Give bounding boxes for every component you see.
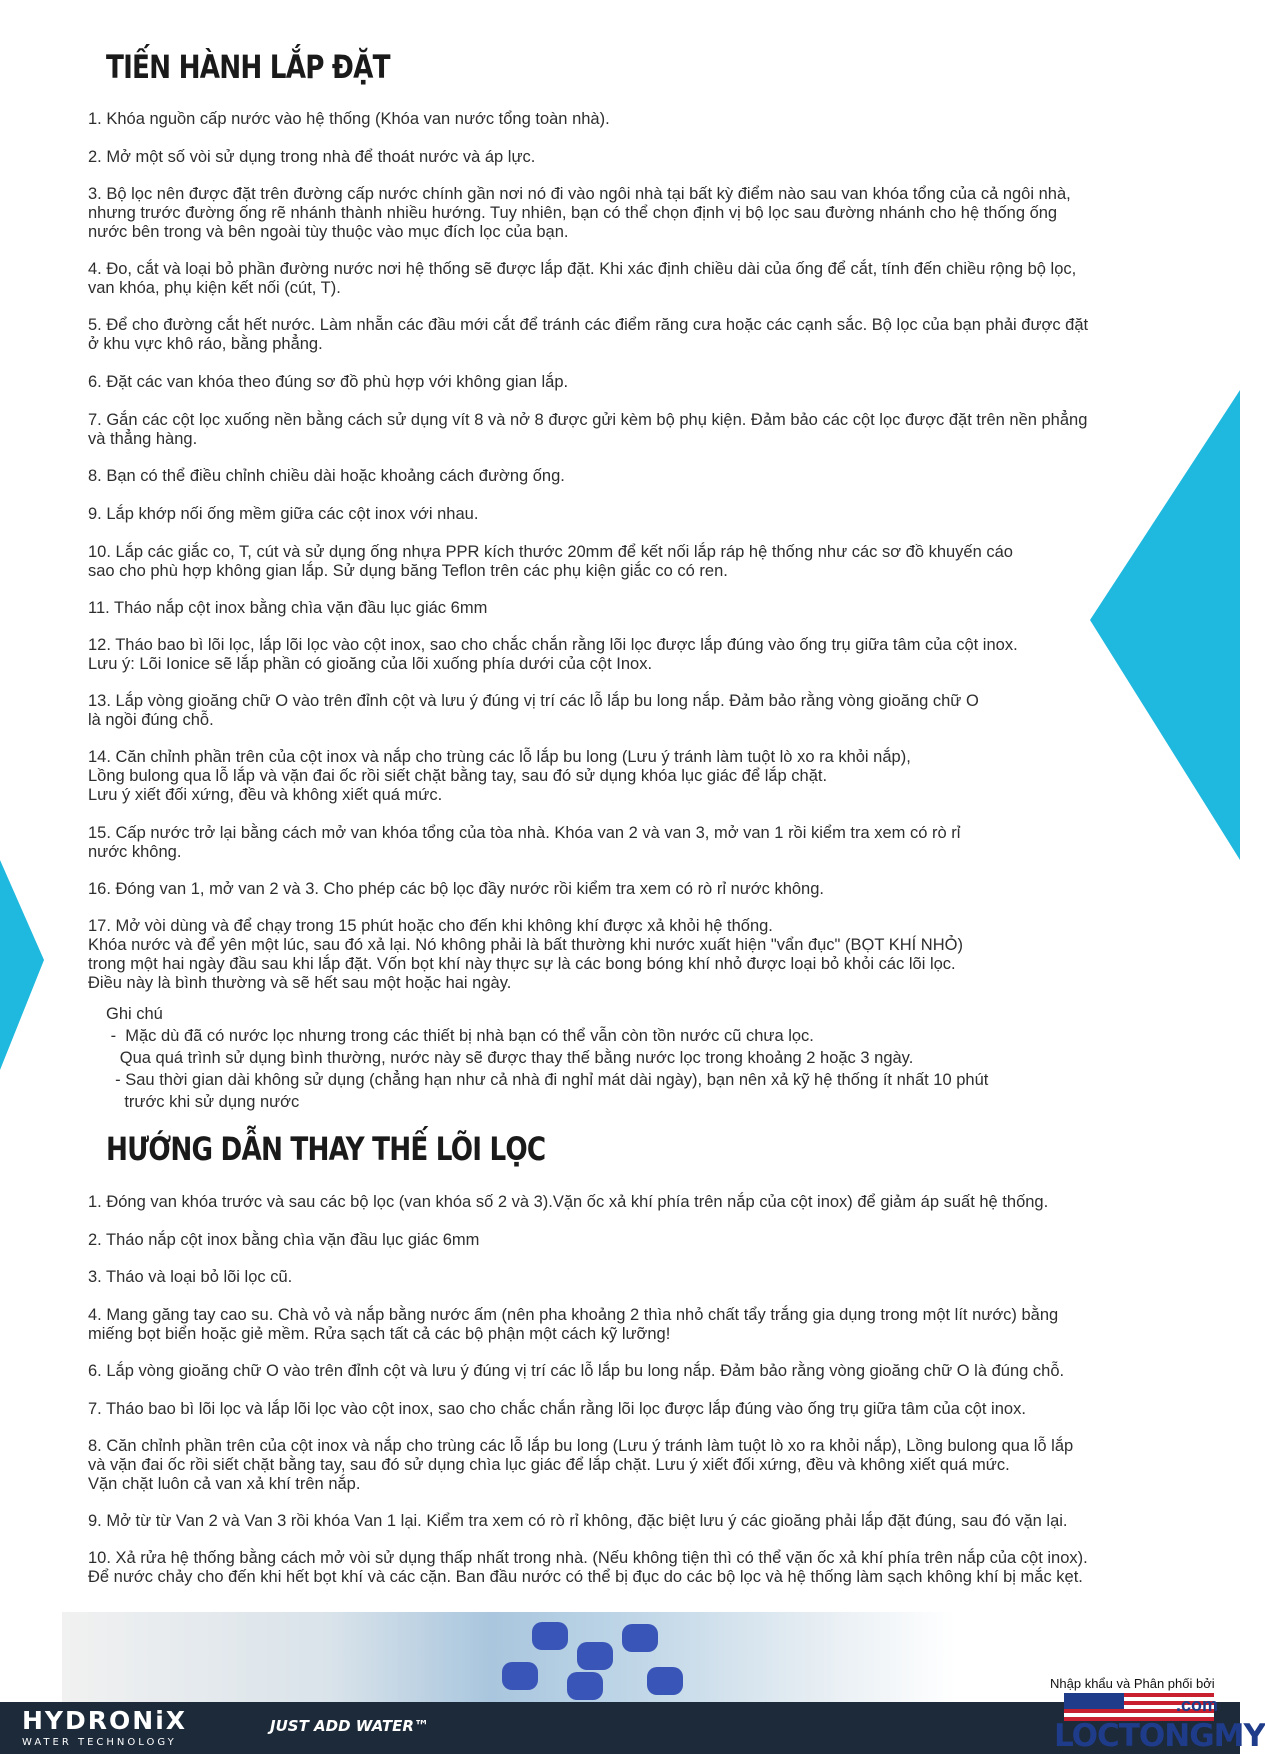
hydronix-logo-subtitle: WATER TECHNOLOGY [22,1737,177,1748]
replace-step-4: 4. Mang găng tay cao su. Chà vỏ và nắp bằng nước ấm (nên pha khoảng 2 thìa nhỏ chất tẩy trắng gia dụng trong một lít nước) bằng miếng bọt biển hoặc giẻ mềm. Rửa sạch tất cả các bộ phận một cách kỹ lưỡng! [88,1306,1059,1343]
notes-title: Ghi chú [106,1005,163,1023]
install-step-14: 14. Căn chỉnh phần trên của cột inox và nắp cho trùng các lỗ lắp bu long (Lưu ý tránh làm tuột lò xo ra khỏi nắp), Lồng bulong qua lỗ lắp và vặn đai ốc rồi siết chặt bằng tay, sau đó sử dụng khóa lục giác để lắp chặt. Lưu ý xiết đối xứng, đều và không xiết quá mức. [88,748,911,804]
install-step-7: 7. Gắn các cột lọc xuống nền bằng cách sử dụng vít 8 và nở 8 được gửi kèm bộ phụ kiện. Đảm bảo các cột lọc được đặt trên nền phẳng và thẳng hàng. [88,411,1088,448]
replace-step-3: 3. Tháo và loại bỏ lõi lọc cũ. [88,1268,293,1286]
note-line: - Sau thời gian dài không sử dụng (chẳng hạn như cả nhà đi nghỉ mát dài ngày), bạn nên xả kỹ hệ thống ít nhất 10 phút [106,1071,989,1089]
install-step-17: 17. Mở vòi dùng và để chạy trong 15 phút hoặc cho đến khi không khí được xả khỏi hệ thống. Khóa nước và để yên một lúc, sau đó xả lại. Nó không phải là bất thường khi nước xuất hiện "vẩn đục" (BỌT KHÍ NHỎ) trong một hai ngày đầu sau khi lắp đặt. Vốn bọt khí này thực sự là các bong bóng khí nhỏ được loại bỏ khỏi các lõi lọc. Điều này là bình thường và sẽ hết sau một hoặc hai ngày. [88,917,963,992]
note-line: trước khi sử dụng nước [106,1093,300,1111]
install-step-8: 8. Bạn có thể điều chỉnh chiều dài hoặc khoảng cách đường ống. [88,467,565,485]
replace-step-10: 10. Xả rửa hệ thống bằng cách mở vòi sử dụng thấp nhất trong nhà. (Nếu không tiện thì có thể vặn ốc xả khí phía trên nắp của cột inox). Để nước chảy cho đến khi hết bọt khí và các cặn. Ban đầu nước có thể bị đục do các bộ lọc và hệ thống làm sạch không khí bị mắc kẹt. [88,1549,1088,1586]
install-step-9: 9. Lắp khớp nối ống mềm giữa các cột inox với nhau. [88,505,479,523]
install-step-2: 2. Mở một số vòi sử dụng trong nhà để thoát nước và áp lực. [88,148,536,166]
brand-domain: .com [1176,1695,1219,1715]
install-step-3: 3. Bộ lọc nên được đặt trên đường cấp nước chính gần nơi nó đi vào ngôi nhà tại bất kỳ điểm nào sau van khóa tổng của cả ngôi nhà, nhưng trước đường ống rẽ nhánh thành nhiều hướng. Tuy nhiên, bạn có thể chọn định vị bộ lọc sau đường nhánh cho hệ thống ống nước bên trong và bên ngoài tùy thuộc vào mục đích lọc của bạn. [88,185,1071,241]
install-step-16: 16. Đóng van 1, mở van 2 và 3. Cho phép các bộ lọc đầy nước rồi kiểm tra xem có rò rỉ nước không. [88,880,824,898]
install-step-6: 6. Đặt các van khóa theo đúng sơ đồ phù hợp với không gian lắp. [88,373,569,391]
replace-step-9: 9. Mở từ từ Van 2 và Van 3 rồi khóa Van 1 lại. Kiểm tra xem có rò rỉ không, đặc biệt lưu ý các gioăng phải lắp đặt đúng, sau đó vặn lại. [88,1512,1068,1530]
replace-step-6: 6. Lắp vòng gioăng chữ O vào trên đỉnh cột và lưu ý đúng vị trí các lỗ lắp bu long nắp. Đảm bảo rằng vòng gioăng chữ O là đúng chỗ. [88,1362,1065,1380]
install-step-12: 12. Tháo bao bì lõi lọc, lắp lõi lọc vào cột inox, sao cho chắc chắn rằng lõi lọc được lắp đúng vào ống trụ giữa tâm của cột inox. Lưu ý: Lõi Ionice sẽ lắp phần có gioăng của lõi xuống phía dưới của cột Inox. [88,636,1018,673]
install-step-13: 13. Lắp vòng gioăng chữ O vào trên đỉnh cột và lưu ý đúng vị trí các lỗ lắp bu long nắp. Đảm bảo rằng vòng gioăng chữ O là ngồi đúng chỗ. [88,692,979,729]
right-cyan-triangle [1090,390,1240,860]
replace-step-1: 1. Đóng van khóa trước và sau các bộ lọc (van khóa số 2 và 3).Vặn ốc xả khí phía trên nắp của cột inox) để giảm áp suất hệ thống. [88,1193,1049,1211]
notes-block [106,1003,1106,1113]
left-cyan-triangle [0,860,44,1070]
install-step-1: 1. Khóa nguồn cấp nước vào hệ thống (Khóa van nước tổng toàn nhà). [88,110,610,128]
footer-tagline: JUST ADD WATER™ [270,1717,429,1735]
note-line: - Mặc dù đã có nước lọc nhưng trong các thiết bị nhà bạn có thể vẫn còn tồn nước cũ chưa lọc. [106,1027,814,1045]
install-step-15: 15. Cấp nước trở lại bằng cách mở van khóa tổng của tòa nhà. Khóa van 2 và van 3, mở van 1 rồi kiểm tra xem có rò rỉ nước không. [88,824,961,861]
importer-label: Nhập khẩu và Phân phối bởi [1050,1676,1215,1691]
replace-step-8: 8. Căn chỉnh phần trên của cột inox và nắp cho trùng các lỗ lắp bu long (Lưu ý tránh làm tuột lò xo ra khỏi nắp), Lồng bulong qua lỗ lắp và vặn đai ốc rồi siết chặt bằng tay, sau đó sử dụng chìa lục giác để lắp chặt. Lưu ý xiết đối xứng, đều và không xiết quá mức. Vặn chặt luôn cả van xả khí trên nắp. [88,1437,1074,1493]
install-step-4: 4. Đo, cắt và loại bỏ phần đường nước nơi hệ thống sẽ được lắp đặt. Khi xác định chiều dài của ống để cắt, tính đến chiều rộng bộ lọc, van khóa, phụ kiện kết nối (cút, T). [88,260,1077,297]
note-line: Qua quá trình sử dụng bình thường, nước này sẽ được thay thế bằng nước lọc trong khoảng 2 hoặc 3 ngày. [106,1049,914,1067]
hydronix-logo: HYDRONiX [22,1706,188,1735]
install-step-10: 10. Lắp các giắc co, T, cút và sử dụng ống nhựa PPR kích thước 20mm để kết nối lắp ráp hệ thống như các sơ đồ khuyến cáo sao cho phù hợp không gian lắp. Sử dụng băng Teflon trên các phụ kiện giắc co có ren. [88,543,1013,580]
loctongmy-logo: LOCTONGMY [1054,1718,1265,1754]
replace-step-7: 7. Tháo bao bì lõi lọc và lắp lõi lọc vào cột inox, sao cho chắc chắn rằng lõi lọc được lắp đúng vào ống trụ giữa tâm của cột inox. [88,1400,1026,1418]
replace-heading: HƯỚNG DẪN THAY THẾ LÕI LỌC [106,1130,546,1168]
install-step-11: 11. Tháo nắp cột inox bằng chìa vặn đầu lục giác 6mm [88,599,488,617]
install-step-5: 5. Để cho đường cắt hết nước. Làm nhẵn các đầu mới cắt để tránh các điểm răng cưa hoặc các cạnh sắc. Bộ lọc của bạn phải được đặt ở khu vực khô ráo, bằng phẳng. [88,316,1089,353]
footer-bar-slant [1010,1702,1050,1754]
footer-photo-banner [62,1612,956,1704]
replace-step-2: 2. Tháo nắp cột inox bằng chìa vặn đầu lục giác 6mm [88,1231,480,1249]
install-heading: TIẾN HÀNH LẮP ĐẶT [106,48,390,86]
